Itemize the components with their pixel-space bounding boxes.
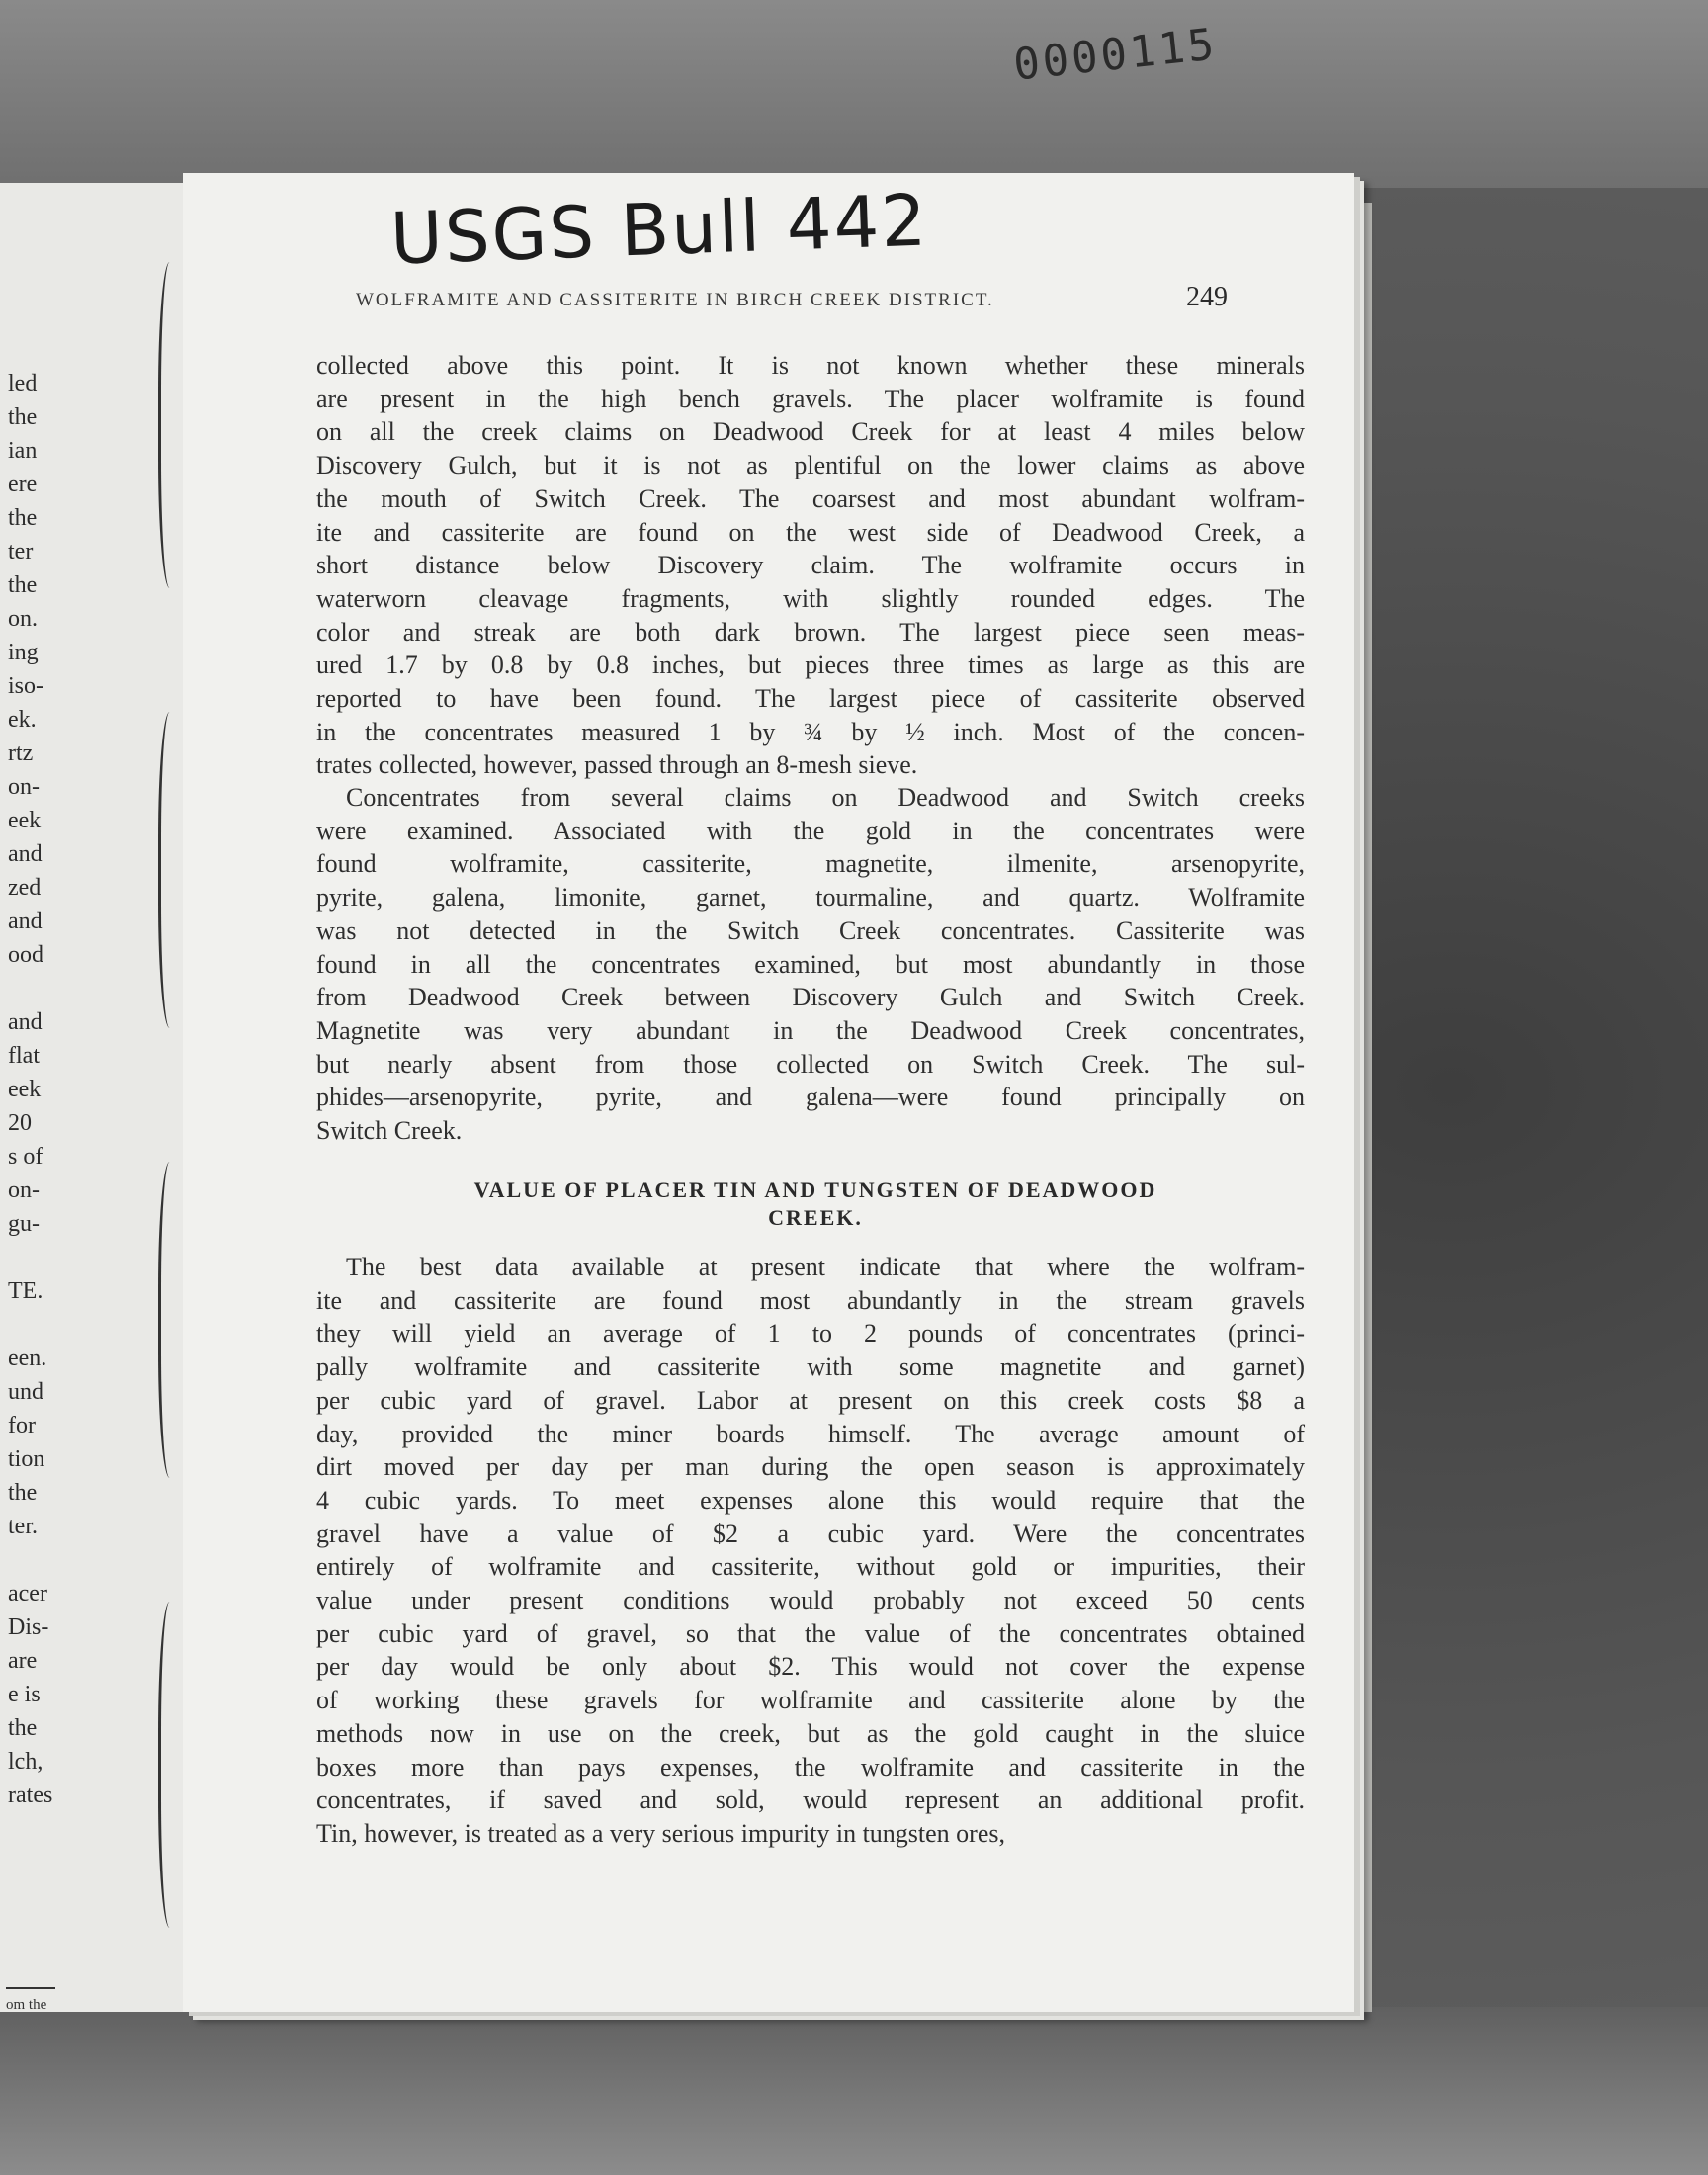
section-heading [321,1176,1310,1232]
text-line: waterworn cleavage fragments, with slightly rounded edges. The [316,583,1305,613]
left-page-fragment: Dis- [8,1614,49,1640]
left-page-fragment: flat [8,1043,40,1069]
scan-bottom-band [0,2007,1708,2175]
left-page-fragment: and [8,841,43,867]
left-page-fragment: led [8,371,38,396]
left-page-fragment: ere [8,472,38,497]
text-line: Switch Creek. [316,1116,463,1146]
archive-stamp: 0000115 [1010,19,1220,91]
left-page-fragment: ek. [8,707,37,733]
text-line: pyrite, galena, limonite, garnet, tourmaline, and quartz. Wolframite [316,883,1305,913]
left-page-fragment: on- [8,1177,40,1203]
text-line: Tin, however, is treated as a very serious impurity in tungsten ores, [316,1818,1005,1848]
handwritten-note: USGS Bull 442 [388,178,930,281]
text-line: pally wolframite and cassiterite with some magnetite and garnet) [316,1352,1305,1382]
text-line: from Deadwood Creek between Discovery Gulch and Switch Creek. [316,983,1305,1012]
left-page-footnote: om the [6,1997,47,2013]
left-page-fragment: on- [8,774,40,800]
left-page-fragment: rtz [8,740,34,766]
left-page-fragment: gu- [8,1211,40,1237]
text-line: in the concentrates measured 1 by ¾ by ½ inch. Most of the concen- [316,717,1305,746]
left-page-fragment: zed [8,875,42,901]
left-page-edge [0,183,183,2012]
left-page-fragment: the [8,1480,38,1506]
page-number: 249 [1186,282,1228,312]
left-page-fragment: eek [8,808,42,833]
text-line: ite and cassiterite are found on the west side of Deadwood Creek, a [316,517,1305,547]
left-page-fragment: rates [8,1783,53,1808]
text-line: color and streak are both dark brown. The largest piece seen meas- [316,617,1305,647]
left-page-fragment: the [8,404,38,430]
text-line: ured 1.7 by 0.8 by 0.8 inches, but pieces three times as large as this are [316,651,1305,680]
text-line: the mouth of Switch Creek. The coarsest and most abundant wolfram- [316,483,1305,513]
left-page-fragment: for [8,1413,36,1438]
text-line: day, provided the miner boards himself. The average amount of [316,1419,1305,1448]
running-head: WOLFRAMITE AND CASSITERITE IN BIRCH CREEK DISTRICT. [356,290,994,310]
left-page-fragment: ter. [8,1514,38,1539]
left-page-fragment: und [8,1379,43,1405]
text-line: Magnetite was very abundant in the Deadwood Creek concentrates, [316,1015,1305,1045]
left-page-fragment: eek [8,1077,42,1102]
left-page-fragment: 20 [8,1110,32,1136]
left-page-fragment: iso- [8,673,43,699]
paragraph-3 [316,1251,1305,1851]
text-line: per cubic yard of gravel. Labor at present on this creek costs $8 a [316,1385,1305,1415]
text-line: are present in the high bench gravels. The placer wolframite is found [316,384,1305,413]
left-page-fragment: are [8,1648,38,1674]
text-line: were examined. Associated with the gold in the concentrates were [316,816,1305,845]
left-page-fragment: the [8,505,38,531]
text-line: short distance below Discovery claim. The wolframite occurs in [316,551,1305,580]
left-page-fragment: TE. [8,1278,43,1304]
text-line: gravel have a value of $2 a cubic yard. Were the concentrates [316,1519,1305,1548]
text-line: methods now in use on the creek, but as the gold caught in the sluice [316,1718,1305,1748]
left-page-fragment: acer [8,1581,47,1607]
left-page-fragment: ian [8,438,38,464]
left-page-fragment: on. [8,606,38,632]
left-page-fragment: the [8,1715,38,1741]
left-page-fragment: and [8,1009,43,1035]
paragraph-1 [316,349,1305,782]
text-line: found in all the concentrates examined, but most abundantly in those [316,949,1305,979]
section-heading-line: CREEK. [768,1205,863,1230]
text-line: was not detected in the Switch Creek concentrates. Cassiterite was [316,915,1305,945]
footnote-rule [6,1987,55,1989]
text-line: 4 cubic yards. To meet expenses alone this would require that the [316,1485,1305,1515]
text-line: entirely of wolframite and cassiterite, without gold or impurities, their [316,1552,1305,1582]
left-page-fragment: the [8,572,38,598]
text-line: boxes more than pays expenses, the wolframite and cassiterite in the [316,1752,1305,1782]
text-line: but nearly absent from those collected on Switch Creek. The sul- [316,1049,1305,1079]
left-page-fragment: ood [8,942,43,968]
scan-top-band [0,0,1708,188]
page-edge-shadow [1354,203,1372,2012]
document-page [183,173,1354,2012]
text-line: The best data available at present indicate that where the wolfram- [346,1253,1305,1281]
left-page-fragment: lch, [8,1749,43,1775]
left-page-fragment: tion [8,1446,45,1472]
text-line: phides—arsenopyrite, pyrite, and galena—were found principally on [316,1083,1305,1112]
text-line: reported to have been found. The largest piece of cassiterite observed [316,684,1305,714]
text-line: per cubic yard of gravel, so that the value of the concentrates obtained [316,1618,1305,1648]
text-line: per day would be only about $2. This would not cover the expense [316,1652,1305,1682]
text-line: trates collected, however, passed through an 8-mesh sieve. [316,750,918,780]
left-page-fragment: ing [8,640,39,665]
left-page-fragment: and [8,909,43,934]
text-line: Discovery Gulch, but it is not as plentiful on the lower claims as above [316,451,1305,480]
text-line: they will yield an average of 1 to 2 pounds of concentrates (princi- [316,1319,1305,1348]
left-page-fragment: ter [8,539,34,565]
text-line: dirt moved per day per man during the open season is approximately [316,1452,1305,1482]
paragraph-2 [316,781,1305,1148]
left-page-fragment: een. [8,1346,47,1371]
section-heading-line: VALUE OF PLACER TIN AND TUNGSTEN OF DEADWOOD [473,1177,1157,1202]
text-line: collected above this point. It is not known whether these minerals [316,351,1305,380]
text-line: of working these gravels for wolframite and cassiterite alone by the [316,1686,1305,1715]
text-line: Concentrates from several claims on Deadwood and Switch creeks [346,783,1305,812]
left-page-fragment: s of [8,1144,43,1170]
text-line: concentrates, if saved and sold, would represent an additional profit. [316,1785,1305,1815]
text-line: ite and cassiterite are found most abundantly in the stream gravels [316,1285,1305,1315]
text-line: found wolframite, cassiterite, magnetite, ilmenite, arsenopyrite, [316,849,1305,879]
left-page-fragment: e is [8,1682,41,1707]
text-line: value under present conditions would probably not exceed 50 cents [316,1586,1305,1615]
text-line: on all the creek claims on Deadwood Creek for at least 4 miles below [316,417,1305,447]
